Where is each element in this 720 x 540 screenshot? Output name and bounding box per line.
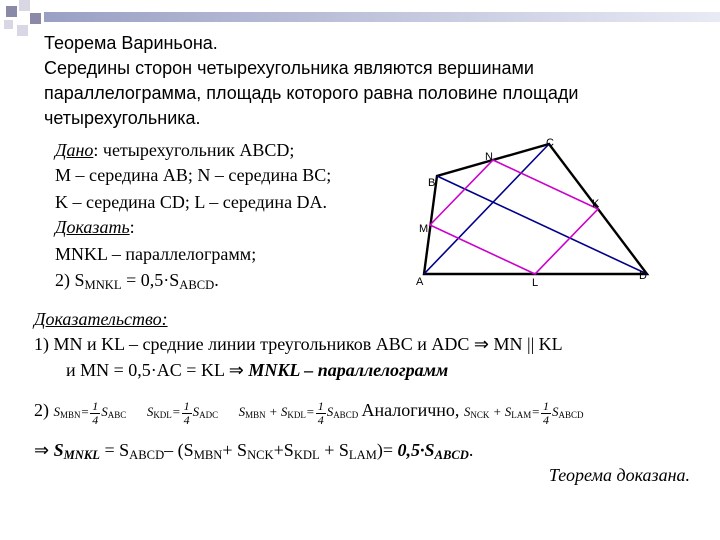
quadrilateral-figure [410,138,660,288]
prove-line-2-end: . [214,270,219,290]
prove-line-2-sub-abcd: ABCD [179,278,215,292]
given-line-1 [55,138,294,163]
decor-square-2 [19,0,30,11]
formula-kdl: $S_{KDL}=$ $\frac{1}{4}$ $S_{ADC}$ [146,398,219,427]
step2-analogously: Аналогично, [361,400,460,420]
prove-label: Доказать [55,217,130,237]
label-l: L [532,277,539,288]
proof-label: Доказательство: [34,309,168,329]
given-label: Дано [55,140,94,160]
formula-sum-mbn-kdl: $S_{MBN} + S_{KDL}=$ $\frac{1}{4}$ $S_{ABCD}$ [238,398,359,427]
theorem-statement-line-2: параллелограмма, площадь которого равна половине площади [44,83,579,103]
step2-prefix: 2) [34,400,49,420]
label-b: B [428,177,436,189]
step3-smnkl: $S_{MNKL}$ [53,440,100,462]
proof-step-3: ⇒ $S_{MNKL} = S_{ABCD}-$ $(S_{MBN}+ S_{NCK}+S_{KDL} + S_{LAM})= 0,5\cdot S_{ABCD}$. [34,440,474,462]
proof-step-1a: 1) MN и KL – средние линии треугольников ABC и ADC ⇒ MN || KL [34,334,563,354]
formula-sum-nck-lam: $S_{NCK} + S_{LAM}=$ $\frac{1}{4}$ $S_{ABCD}$ [463,398,584,427]
proof-step-1b-emphasis: MNKL – параллелограмм [248,360,449,380]
decor-square-3 [30,13,41,24]
proof-step-2 [34,398,584,428]
prove-colon: : [129,217,135,237]
decor-square-5 [4,20,13,29]
prove-line-2-prefix: 2) S [55,270,85,290]
decor-band [44,12,720,22]
theorem-title: Теорема Вариньона. [44,33,218,53]
decor-square-1 [6,6,17,17]
prove-heading [55,215,135,240]
formula-mbn: $S_{MBN}=$ $\frac{1}{4}$ $S_{ABC}$ [53,398,127,427]
theorem-statement-line-3: четырехугольника. [44,108,201,128]
diagonal-bd [437,176,647,274]
label-m: M [419,223,429,235]
prove-line-2 [55,268,219,298]
diagonal-ac [424,144,549,274]
label-d: D [639,270,647,282]
given-line-2: M – середина AB; N – середина BC; [55,165,332,185]
quadrilateral-abcd [424,144,647,274]
prove-line-1: MNKL – параллелограмм; [55,244,257,264]
proof-conclusion: Теорема доказана. [548,465,690,485]
given-line-3: K – середина CD; L – середина DA. [55,192,328,212]
label-a: A [416,276,424,288]
given-text: : четырехугольник ABCD; [93,140,295,160]
proof-step-1b-text: и MN = 0,5·AC = KL ⇒ [66,360,249,380]
label-c: C [546,138,554,149]
label-k: K [592,198,600,210]
prove-line-2-mid: = 0,5·S [121,270,180,290]
step3-result: $0,5\cdot S_{ABCD}$ [397,440,469,462]
decor-square-4 [17,25,28,36]
label-n: N [485,151,493,163]
prove-line-2-sub-mnkl: MNKL [84,278,122,292]
theorem-statement-line-1: Середины сторон четырехугольника являются вершинами [44,58,534,78]
proof-step-1b [66,358,448,383]
